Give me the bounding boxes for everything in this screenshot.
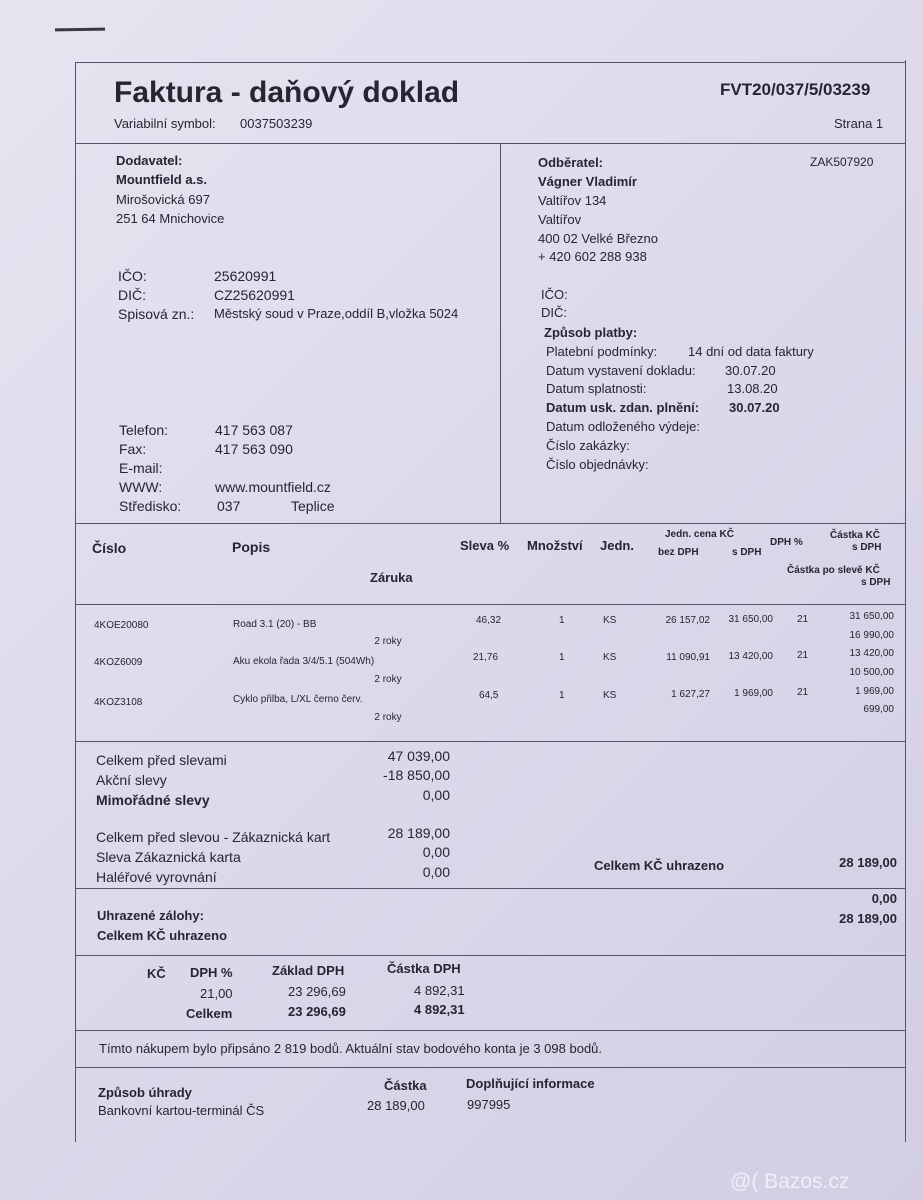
- item-vat: 21: [797, 687, 809, 698]
- col-discount-header: Sleva %: [460, 538, 510, 553]
- rounding-value: 0,00: [422, 864, 450, 880]
- action-discounts-label: Akční slevy: [96, 772, 167, 788]
- supplier-fax: 417 563 090: [215, 441, 293, 457]
- divider-note-end: [75, 1067, 906, 1068]
- supplier-center-code: 037: [217, 498, 241, 514]
- summary-paid-label: Celkem KČ uhrazeno: [594, 858, 725, 873]
- col-after-discount-header: Částka po slevě KČ: [787, 565, 880, 576]
- variable-symbol: 0037503239: [240, 116, 313, 131]
- item-after-discount: 16 990,00: [849, 630, 894, 641]
- col-number-header: Číslo: [92, 540, 127, 556]
- card-discount-value: 0,00: [422, 844, 450, 860]
- supplier-dic: CZ25620991: [214, 287, 295, 303]
- col-amount-header: Částka KČ: [830, 530, 881, 541]
- points-note: Tímto nákupem bylo připsáno 2 819 bodů. Aktuální stav bodového konta je 3 098 bodů.: [99, 1041, 603, 1056]
- customer-town: Valtířov: [538, 212, 582, 227]
- item-unit: KS: [603, 652, 617, 663]
- col-unit-price-header: Jedn. cena KČ: [665, 529, 734, 540]
- item-net-price: 1 627,27: [671, 689, 710, 700]
- pen-mark: [55, 28, 105, 32]
- item-warranty: 2 roky: [374, 712, 402, 723]
- divider-table-head: [75, 604, 906, 605]
- payment-terms-label: Platební podmínky:: [546, 344, 658, 359]
- rounding-label: Haléřové vyrovnání: [96, 869, 217, 885]
- supplier-file-label: Spisová zn.:: [118, 306, 195, 322]
- supplier-street: Mirošovická 697: [116, 192, 210, 207]
- payment-info-value: 997995: [467, 1097, 511, 1112]
- payment-amount-value: 28 189,00: [367, 1098, 425, 1113]
- before-discounts-value: 47 039,00: [387, 748, 450, 764]
- supplier-www: www.mountfield.cz: [215, 479, 331, 495]
- item-discount: 21,76: [473, 652, 499, 663]
- item-vat: 21: [797, 614, 809, 625]
- frame-top: [75, 62, 906, 63]
- col-unit-header: Jedn.: [600, 538, 634, 553]
- action-discounts-value: -18 850,00: [383, 767, 450, 783]
- payment-info-header: Doplňující informace: [466, 1076, 595, 1091]
- col-gross-header: s DPH: [732, 547, 762, 558]
- item-after-discount: 10 500,00: [849, 667, 894, 678]
- item-gross-price: 13 420,00: [728, 651, 773, 662]
- supplier-center-label: Středisko:: [119, 498, 182, 514]
- divider-items-end: [75, 741, 906, 742]
- before-discounts-label: Celkem před slevami: [96, 752, 227, 768]
- col-after-gross-header: s DPH: [861, 577, 891, 588]
- order-number-label: Číslo zakázky:: [546, 438, 630, 453]
- customer-dic-label: DIČ:: [541, 305, 567, 320]
- invoice-number: FVT20/037/5/03239: [720, 80, 871, 99]
- divider-header: [75, 143, 906, 144]
- vat-amount: 4 892,31: [414, 983, 465, 998]
- variable-symbol-label: Variabilní symbol:: [114, 116, 216, 131]
- supplier-email-label: E-mail:: [119, 460, 163, 476]
- vat-rate: 21,00: [200, 986, 233, 1001]
- col-desc-header: Popis: [232, 539, 271, 555]
- frame-left: [75, 62, 76, 1142]
- due-date: 13.08.20: [727, 381, 778, 396]
- vat-base-header: Základ DPH: [272, 963, 345, 978]
- item-discount: 64,5: [479, 690, 499, 701]
- item-warranty: 2 roky: [374, 636, 402, 647]
- item-qty: 1: [559, 652, 565, 663]
- before-card-label: Celkem před slevou - Zákaznická kart: [96, 829, 331, 845]
- col-amount-gross-header: s DPH: [852, 542, 882, 553]
- customer-code: ZAK507920: [810, 155, 874, 169]
- item-desc: Road 3.1 (20) - BB: [233, 619, 317, 630]
- frame-right: [905, 60, 906, 1142]
- extra-discounts-value: 0,00: [422, 787, 450, 803]
- supplier-fax-label: Fax:: [119, 441, 147, 457]
- item-amount: 31 650,00: [849, 611, 894, 622]
- supplier-name: Mountfield a.s.: [116, 172, 207, 187]
- vat-total-label: Celkem: [186, 1006, 233, 1021]
- item-warranty: 2 roky: [374, 674, 402, 685]
- supplier-file: Městský soud v Praze,oddíl B,vložka 5024: [214, 306, 459, 321]
- deferred-date-label: Datum odloženého výdeje:: [546, 419, 700, 434]
- customer-label: Odběratel:: [538, 155, 604, 170]
- taxable-date-label: Datum usk. zdan. plnění:: [546, 400, 700, 415]
- deposits-value: 0,00: [871, 891, 897, 906]
- item-net-price: 11 090,91: [666, 652, 710, 663]
- supplier-phone: 417 563 087: [215, 422, 293, 438]
- col-warranty-header: Záruka: [370, 570, 413, 585]
- item-code: 4KOZ6009: [94, 657, 143, 668]
- vat-amount-header: Částka DPH: [387, 961, 461, 976]
- supplier-dic-label: DIČ:: [118, 287, 146, 303]
- item-qty: 1: [559, 690, 565, 701]
- col-vat-header: DPH %: [770, 537, 803, 548]
- item-code: 4KOZ3108: [94, 697, 143, 708]
- item-code: 4KOE20080: [94, 620, 149, 631]
- item-qty: 1: [559, 615, 565, 626]
- supplier-center-name: Teplice: [291, 498, 335, 514]
- divider-summary-end: [75, 888, 906, 889]
- payment-amount-header: Částka: [384, 1078, 427, 1093]
- item-unit: KS: [603, 690, 617, 701]
- deposits-paid-label: Celkem KČ uhrazeno: [97, 928, 228, 943]
- vat-total-amount: 4 892,31: [414, 1002, 465, 1017]
- vat-kc-header: KČ: [147, 966, 166, 981]
- deposits-paid-value: 28 189,00: [839, 911, 897, 926]
- item-unit: KS: [603, 615, 617, 626]
- payment-method-label: Způsob platby:: [544, 325, 638, 340]
- item-net-price: 26 157,02: [665, 615, 710, 626]
- item-desc: Cyklo přilba, L/XL černo červ.: [233, 694, 363, 705]
- deposits-label: Uhrazené zálohy:: [97, 908, 204, 923]
- vat-rate-header: DPH %: [190, 965, 233, 980]
- payment-terms: 14 dní od data faktury: [688, 344, 814, 359]
- taxable-date: 30.07.20: [729, 400, 780, 415]
- supplier-ico: 25620991: [214, 268, 277, 284]
- purchase-order-label: Číslo objednávky:: [546, 457, 649, 472]
- supplier-label: Dodavatel:: [116, 153, 183, 168]
- supplier-ico-label: IČO:: [118, 268, 147, 284]
- issued-date: 30.07.20: [725, 363, 776, 378]
- supplier-www-label: WWW:: [119, 479, 163, 495]
- card-discount-label: Sleva Zákaznická karta: [96, 849, 241, 865]
- watermark: @( Bazos.cz: [730, 1170, 850, 1193]
- col-net-header: bez DPH: [658, 547, 699, 558]
- divider-deposits-end: [75, 955, 906, 956]
- document-title: Faktura - daňový doklad: [114, 76, 460, 109]
- supplier-city: 251 64 Mnichovice: [116, 211, 225, 226]
- item-gross-price: 31 650,00: [728, 614, 773, 625]
- vat-total-base: 23 296,69: [288, 1004, 346, 1019]
- divider-table-top: [75, 523, 906, 524]
- col-qty-header: Množství: [527, 538, 583, 553]
- customer-street: Valtířov 134: [538, 193, 607, 208]
- customer-phone: + 420 602 288 938: [538, 249, 647, 264]
- supplier-phone-label: Telefon:: [119, 422, 169, 438]
- item-desc: Aku ekola řada 3/4/5.1 (504Wh): [233, 656, 375, 667]
- divider-parties: [500, 143, 501, 523]
- item-after-discount: 699,00: [863, 704, 894, 715]
- page-number: Strana 1: [834, 116, 884, 131]
- due-date-label: Datum splatnosti:: [546, 381, 647, 396]
- item-vat: 21: [797, 650, 809, 661]
- item-amount: 1 969,00: [855, 686, 894, 697]
- payment-method-value: Bankovní kartou-terminál ČS: [98, 1103, 265, 1118]
- customer-ico-label: IČO:: [541, 287, 568, 302]
- customer-name: Vágner Vladimír: [538, 174, 637, 189]
- before-card-value: 28 189,00: [387, 825, 450, 841]
- customer-city: 400 02 Velké Březno: [538, 231, 658, 246]
- item-amount: 13 420,00: [849, 648, 894, 659]
- divider-vat-end: [75, 1030, 906, 1031]
- item-discount: 46,32: [476, 615, 502, 626]
- item-gross-price: 1 969,00: [734, 688, 773, 699]
- summary-paid-value: 28 189,00: [839, 855, 897, 870]
- payment-method-header: Způsob úhrady: [98, 1085, 192, 1100]
- extra-discounts-label: Mimořádné slevy: [96, 792, 210, 808]
- issued-date-label: Datum vystavení dokladu:: [546, 363, 696, 378]
- vat-base: 23 296,69: [288, 984, 346, 999]
